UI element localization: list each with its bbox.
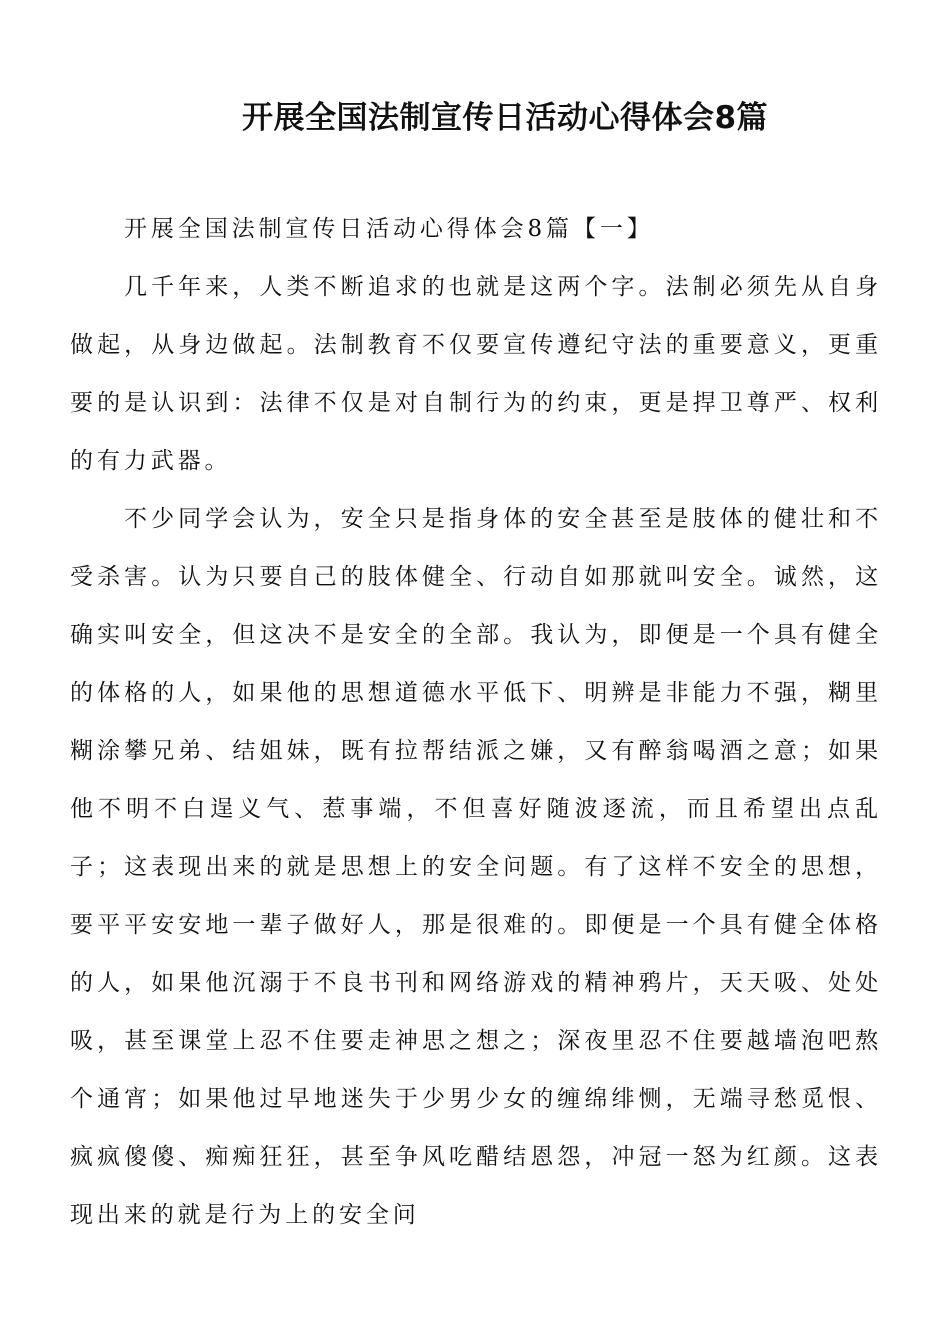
section-heading: 开展全国法制宣传日活动心得体会8篇【一】 xyxy=(124,216,654,242)
document-body xyxy=(70,200,882,1244)
body-paragraph-1: 几千年来，人类不断追求的也就是这两个字。法制必须先从自身做起，从身边做起。法制教育不仅要宣传遵纪守法的重要意义，更重要的是认识到：法律不仅是对自制行为的约束，更是捍卫尊严、权利的有力武器。 xyxy=(70,274,882,474)
body-paragraph-2: 不少同学会认为，安全只是指身体的安全甚至是肢体的健壮和不受杀害。认为只要自己的肢体健全、行动自如那就叫安全。诚然，这确实叫安全，但这决不是安全的全部。我认为，即便是一个具有健全的体格的人，如果他的思想道德水平低下、明辨是非能力不强，糊里糊涂攀兄弟、结姐妹，既有拉帮结派之嫌，又有醉翁喝酒之意；如果他不明不白逞义气、惹事端，不但喜好随波逐流，而且希望出点乱子；这表现出来的就是思想上的安全问题。有了这样不安全的思想，要平平安安地一辈子做好人，那是很难的。即便是一个具有健全体格的人，如果他沉溺于不良书刊和网络游戏的精神鸦片，天天吸、处处吸，甚至课堂上忍不住要走神思之想之；深夜里忍不住要越墙泡吧熬个通宵；如果他过早地迷失于少男少女的缠绵绯恻，无端寻愁觅恨、疯疯傻傻、痴痴狂狂，甚至争风吃醋结恩怨，冲冠一怒为红颜。这表现出来的就是行为上的安全问 xyxy=(70,506,882,1228)
document-title: 开展全国法制宣传日活动心得体会8篇 xyxy=(241,100,769,136)
